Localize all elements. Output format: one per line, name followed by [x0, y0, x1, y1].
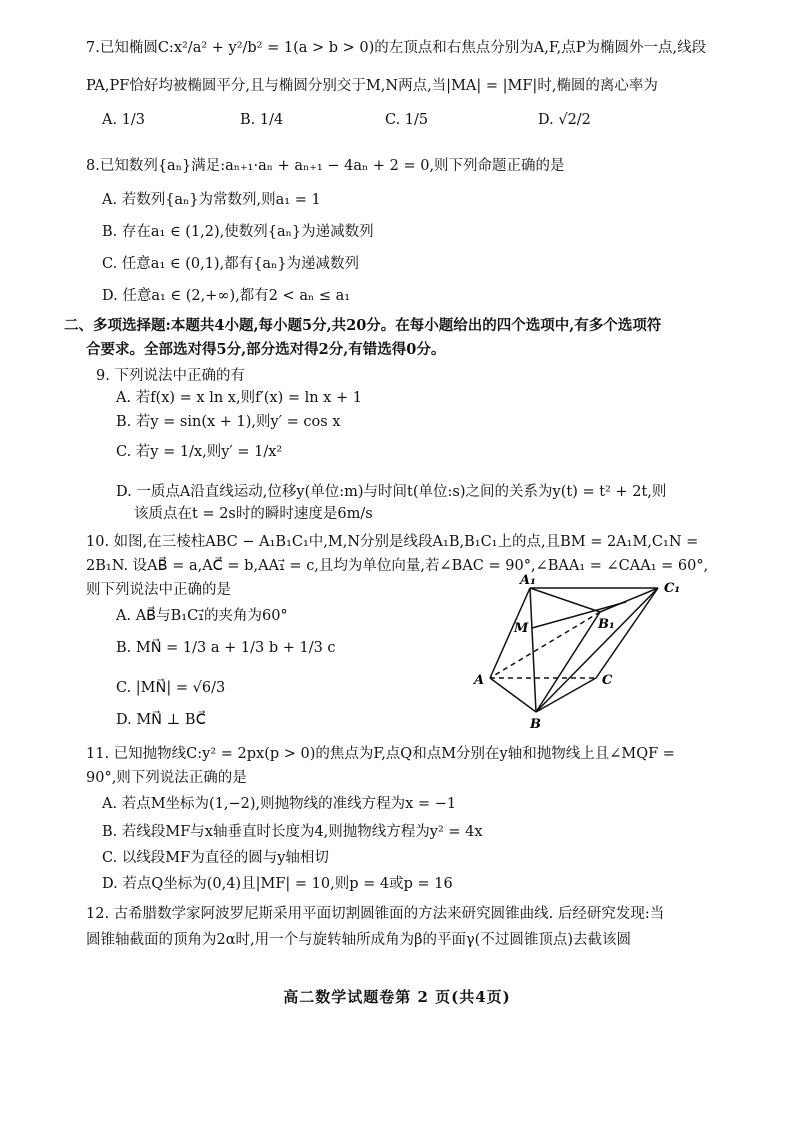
q10-stem-line1: 10. 如图,在三棱柱ABC − A₁B₁C₁中,M,N分别是线段A₁B,B₁C₁上的点,且BM = 2A₁M,C₁N = — [86, 534, 699, 550]
q11-stem-line1: 11. 已知抛物线C:y² = 2px(p > 0)的焦点为F,点Q和点M分别在y轴和抛物线上且∠MQF = — [86, 746, 675, 762]
label-a: A — [474, 673, 485, 688]
q9-option-c: C. 若y = 1/x,则y′ = 1/x² — [116, 444, 283, 460]
q7-option-b: B. 1/4 — [240, 112, 284, 128]
edge-c1b — [536, 588, 658, 712]
label-b1: B₁ — [598, 617, 615, 632]
q11-option-b: B. 若线段MF与x轴垂直时长度为4,则抛物线方程为y² = 4x — [102, 824, 483, 840]
q9-option-d-line1: D. 一质点A沿直线运动,位移y(单位:m)与时间t(单位:s)之间的关系为y(t) = t² + 2t,则 — [116, 484, 667, 500]
q10-option-a: A. AB⃗与B₁C₁⃗的夹角为60° — [116, 608, 288, 624]
q8-option-b: B. 存在a₁ ∈ (1,2),使数列{aₙ}为递减数列 — [102, 224, 374, 240]
label-b: B — [530, 717, 541, 732]
q11-stem-line2: 90°,则下列说法正确的是 — [86, 770, 247, 786]
edge-bc — [536, 678, 596, 712]
q10-option-c: C. |MN⃗| = √6/3 — [116, 680, 226, 696]
edge-b1b — [536, 612, 600, 712]
prism-figure — [470, 572, 700, 732]
q9-stem: 9. 下列说法中正确的有 — [96, 368, 245, 384]
q11-option-c: C. 以线段MF为直径的圆与y轴相切 — [102, 850, 329, 866]
label-c1: C₁ — [664, 581, 681, 596]
q7-stem-line1: 7.已知椭圆C:x²/a² + y²/b² = 1(a > b > 0)的左顶点和右焦点分别为A,F,点P为椭圆外一点,线段 — [86, 40, 707, 56]
q8-stem: 8.已知数列{aₙ}满足:aₙ₊₁·aₙ + aₙ₊₁ − 4aₙ + 2 = 0,则下列命题正确的是 — [86, 158, 565, 174]
q8-option-d: D. 任意a₁ ∈ (2,+∞),都有2 < aₙ ≤ a₁ — [102, 288, 351, 304]
label-m: M — [514, 621, 529, 636]
q11-option-d: D. 若点Q坐标为(0,4)且|MF| = 10,则p = 4或p = 16 — [102, 876, 453, 892]
q7-stem-line2: PA,PF恰好均被椭圆平分,且与椭圆分别交于M,N两点,当|MA| = |MF|时,椭圆的离心率为 — [86, 78, 658, 94]
q9-option-a: A. 若f(x) = x ln x,则f′(x) = ln x + 1 — [116, 390, 362, 406]
q7-option-a: A. 1/3 — [102, 112, 146, 128]
q7-option-c: C. 1/5 — [385, 112, 429, 128]
q10-option-b: B. MN⃗ = 1/3 a + 1/3 b + 1/3 c — [116, 640, 336, 656]
q9-option-b: B. 若y = sin(x + 1),则y′ = cos x — [116, 414, 341, 430]
q8-option-a: A. 若数列{aₙ}为常数列,则a₁ = 1 — [102, 192, 321, 208]
q8-option-c: C. 任意a₁ ∈ (0,1),都有{aₙ}为递减数列 — [102, 256, 360, 272]
q7-option-d: D. √2/2 — [538, 112, 591, 128]
q10-option-d: D. MN⃗ ⊥ BC⃗ — [116, 712, 206, 728]
section2-heading-line1: 二、多项选择题:本题共4小题,每小题5分,共20分。在每小题给出的四个选项中,有多个选项符 — [64, 317, 662, 334]
q9-option-d-line2: 该质点在t = 2s时的瞬时速度是6m/s — [134, 506, 373, 522]
edge-a1b — [530, 588, 536, 712]
label-a1: A₁ — [520, 573, 536, 588]
q10-stem-line3: 则下列说法中正确的是 — [86, 582, 231, 598]
section2-heading-line2: 合要求。全部选对得5分,部分选对得2分,有错选得0分。 — [86, 341, 446, 358]
q12-line1: 12. 古希腊数学家阿波罗尼斯采用平面切割圆锥面的方法来研究圆锥曲线. 后经研究发现:当 — [86, 906, 665, 922]
edge-ab — [490, 678, 536, 712]
edge-ab1-hidden — [490, 612, 600, 678]
edge-a1b1 — [530, 588, 600, 612]
page-footer: 高二数学试题卷第 2 页(共4页) — [283, 988, 511, 1006]
q12-line2: 圆锥轴截面的顶角为2α时,用一个与旋转轴所成角为β的平面γ(不过圆锥顶点)去截该圆 — [86, 932, 631, 948]
label-c: C — [602, 673, 613, 688]
q10-stem-line2: 2B₁N. 设AB⃗ = a,AC⃗ = b,AA₁⃗ = c,且均为单位向量,若∠BAC = 90°,∠BAA₁ = ∠CAA₁ = 60°, — [86, 558, 709, 574]
q11-option-a: A. 若点M坐标为(1,−2),则抛物线的准线方程为x = −1 — [102, 796, 457, 812]
